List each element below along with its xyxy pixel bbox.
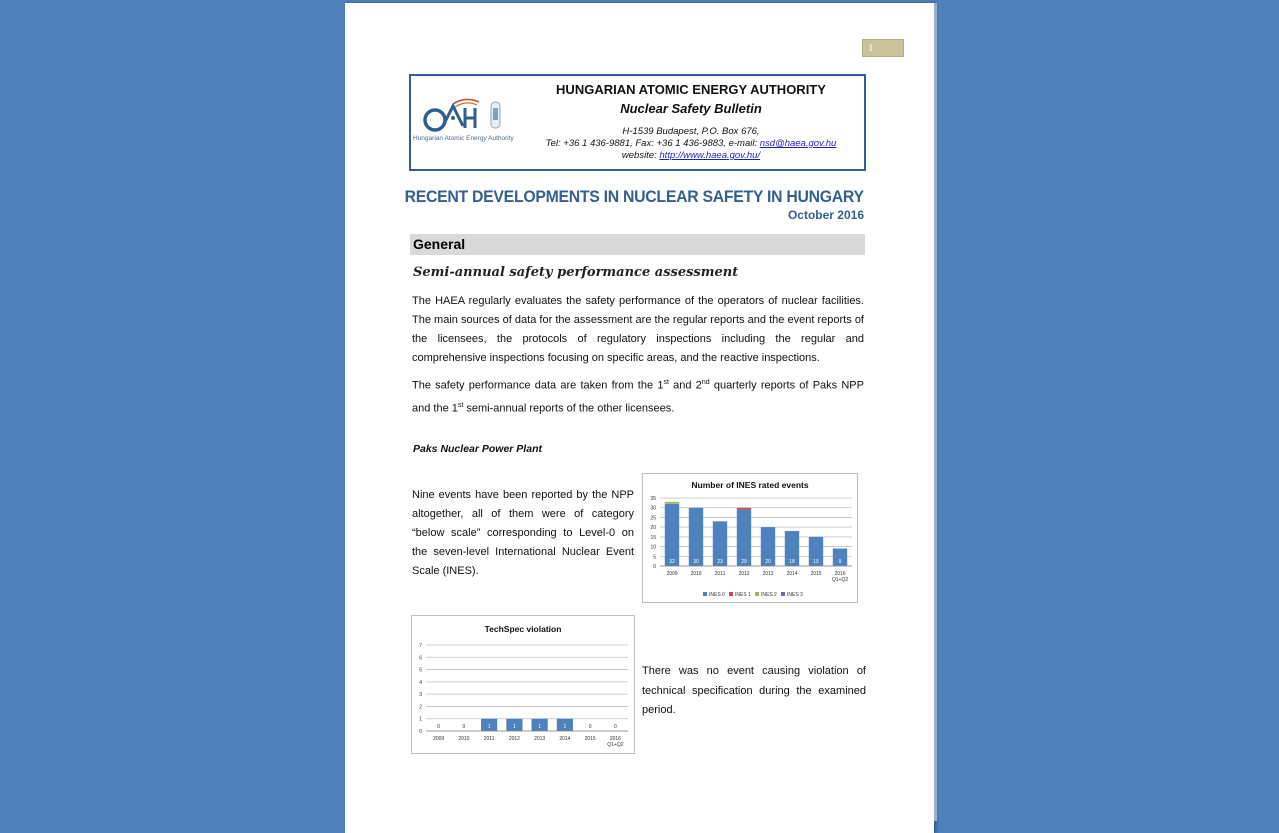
- ines-chart-xtick-label: 2014: [786, 571, 798, 577]
- page-number-badge: 1: [862, 39, 904, 57]
- ines-chart-data-label: 20: [765, 559, 771, 565]
- techspec-chart-xtick-label: 2010: [458, 736, 470, 742]
- ines-chart-bar-ines-0: [689, 508, 703, 566]
- techspec-chart-data-label: 1: [538, 724, 542, 730]
- bulletin-name: Nuclear Safety Bulletin: [620, 101, 762, 116]
- website-link[interactable]: http://www.haea.gov.hu/: [659, 150, 761, 161]
- text-run: quarterly reports of Paks NPP and the 1: [412, 379, 864, 415]
- ines-chart-xtick-label: 2010: [690, 571, 702, 577]
- ines-chart-ytick-label: 30: [650, 505, 656, 512]
- techspec-chart-ytick-label: 7: [419, 643, 422, 649]
- text-run: semi-annual reports of the other licensees.: [463, 402, 675, 415]
- website-line: [521, 150, 861, 161]
- ines-chart-data-label: 15: [813, 559, 819, 565]
- ines-chart-xtick-label: 2012: [738, 571, 750, 577]
- email-link[interactable]: nsd@haea.gov.hu: [759, 138, 837, 149]
- ines-chart-bar-ines-0: [665, 504, 679, 566]
- techspec-chart-xtick-label: 2012: [508, 736, 520, 742]
- techspec-chart-xtick-label: Q1+Q2: [607, 742, 624, 748]
- ines-chart-xtick-label: Q1+Q2: [831, 577, 849, 583]
- paragraph-intro: The HAEA regularly evaluates the safety performance of the operators of nuclear facilities. The main sources of data for the assessment are the regular reports and the event reports of the licensees, the protocols of regulatory inspections including the regular and comprehensive inspections focusing on specific areas, and the reactive inspections.: [412, 295, 864, 364]
- ines-chart-xtick-label: 2016: [834, 571, 846, 577]
- ines-chart-xtick-label: 2009: [666, 571, 678, 577]
- techspec-chart-xtick-label: 2009: [433, 736, 445, 742]
- logo-caption: Hungarian Atomic Energy Authority: [413, 135, 514, 142]
- ines-chart-ytick-label: 15: [650, 534, 656, 541]
- techspec-chart-xtick-label: 2011: [483, 736, 495, 742]
- techspec-chart-ytick-label: 1: [419, 716, 422, 723]
- techspec-chart-data-label: 1: [487, 724, 491, 730]
- document-date: October 2016: [787, 208, 864, 222]
- document-title: RECENT DEVELOPMENTS IN NUCLEAR SAFETY IN HUNGARY: [404, 187, 864, 206]
- ines-chart-ytick-label: 10: [650, 544, 656, 551]
- ines-chart-ytick-label: 5: [653, 554, 656, 561]
- ines-chart-plot: [643, 474, 857, 602]
- ines-legend-swatch: [729, 592, 733, 596]
- techspec-chart-ytick-label: 3: [419, 692, 422, 699]
- superscript: st: [663, 379, 669, 386]
- ines-chart-bar-ines-2: [665, 502, 679, 504]
- section-heading: General: [410, 234, 865, 255]
- paragraph-techspec: There was no event causing violation of technical specification during the examined period.: [642, 665, 866, 716]
- contact-text: Tel: +36 1 436-9881, Fax: +36 1 436-9883, e-mail:: [545, 138, 760, 149]
- ines-chart-bar-ines-1: [737, 508, 751, 510]
- techspec-chart-ytick-label: 5: [419, 667, 422, 674]
- bulletin-header: [409, 74, 866, 171]
- ines-chart-data-label: 9: [838, 559, 842, 565]
- techspec-chart-data-label: 0: [588, 724, 592, 730]
- text-run: The safety performance data are taken from the 1: [412, 379, 664, 392]
- page-edge: [934, 3, 937, 821]
- paragraph-data-sources: [412, 373, 864, 418]
- techspec-chart-ytick-label: 6: [419, 655, 422, 662]
- techspec-chart-ytick-label: 2: [419, 704, 422, 711]
- ines-chart-bar-ines-0: [737, 510, 751, 566]
- contact-line: [521, 138, 861, 149]
- techspec-chart-data-label: 1: [512, 724, 516, 730]
- ines-chart-data-label: 29: [741, 559, 747, 565]
- text-run: and 2: [668, 379, 702, 392]
- ines-chart-title: Number of INES rated events: [691, 480, 809, 490]
- ines-chart-xtick-label: 2013: [762, 571, 774, 577]
- organization-name: HUNGARIAN ATOMIC ENERGY AUTHORITY: [556, 82, 826, 97]
- paragraph-events: Nine events have been reported by the NPP altogether, all of them were of category “below scale” corresponding to Level-0 on the seven-level International Nuclear Event Scale (INES).: [412, 489, 634, 577]
- techspec-chart-data-label: 0: [613, 724, 617, 730]
- techspec-chart-ytick-label: 0: [419, 729, 422, 735]
- subheading: Semi-annual safety performance assessment: [413, 265, 739, 280]
- techspec-chart-xtick-label: 2013: [534, 736, 546, 742]
- techspec-chart-title: TechSpec violation: [484, 624, 562, 634]
- techspec-chart-data-label: 1: [563, 724, 567, 730]
- plant-heading: Paks Nuclear Power Plant: [413, 443, 542, 455]
- ines-legend-label: INES 1: [735, 592, 751, 598]
- techspec-chart-data-label: 0: [437, 724, 441, 730]
- address-line: H-1539 Budapest, P.O. Box 676,: [622, 126, 760, 137]
- techspec-chart-data-label: 0: [462, 724, 466, 730]
- ines-chart-ytick-label: 25: [650, 515, 656, 522]
- ines-chart-data-label: 30: [693, 559, 699, 565]
- ines-legend-label: INES 2: [761, 592, 777, 598]
- ines-chart-data-label: 32: [669, 559, 675, 565]
- techspec-chart: [411, 615, 635, 754]
- ines-legend-swatch: [755, 592, 759, 596]
- ines-chart-data-label: 18: [789, 559, 795, 565]
- ines-chart-ytick-label: 0: [653, 564, 656, 570]
- ines-chart-xtick-label: 2015: [810, 571, 822, 577]
- ines-legend-swatch: [781, 592, 785, 596]
- ines-chart: [642, 473, 858, 603]
- techspec-chart-xtick-label: 2015: [584, 736, 596, 742]
- techspec-chart-plot: [412, 616, 634, 753]
- ines-legend-swatch: [703, 592, 707, 596]
- techspec-chart-xtick-label: 2014: [559, 736, 571, 742]
- superscript: st: [457, 401, 464, 409]
- ines-chart-ytick-label: 35: [650, 496, 656, 502]
- techspec-chart-xtick-label: 2016: [609, 736, 621, 742]
- ines-chart-xtick-label: 2011: [714, 571, 726, 577]
- techspec-chart-ytick-label: 4: [419, 679, 422, 686]
- ines-chart-ytick-label: 20: [650, 525, 656, 532]
- ines-chart-data-label: 23: [717, 559, 723, 565]
- ines-legend-label: INES 0: [709, 592, 725, 598]
- website-label: website:: [621, 150, 660, 161]
- document-page: [345, 3, 934, 833]
- superscript: nd: [701, 379, 710, 386]
- ines-legend-label: INES 3: [787, 592, 803, 598]
